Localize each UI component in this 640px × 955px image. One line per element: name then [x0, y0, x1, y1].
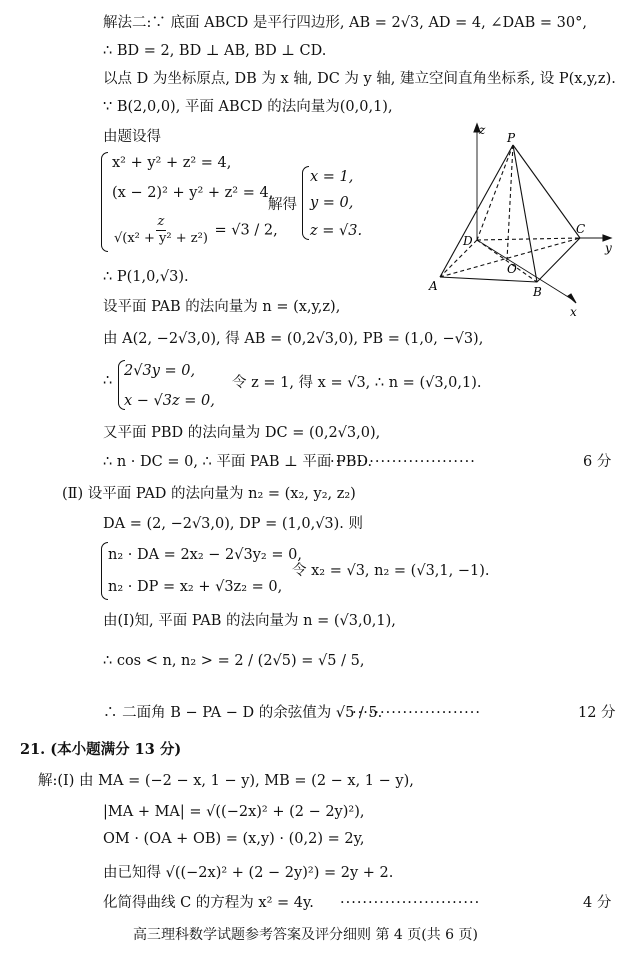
score-6: 6 分	[583, 454, 612, 470]
solution-x: x = 1,	[310, 169, 354, 185]
label-x: x	[570, 305, 577, 319]
dihedral-line: ∴ 二面角 B − PA − D 的余弦值为 √5 / 5.	[103, 705, 383, 721]
label-c: C	[576, 222, 586, 236]
eq3-rhs: = √3 / 2,	[214, 222, 278, 239]
cos-line: ∴ cos < n, n₂ > = 2 / (2√5) = √5 / 5,	[103, 653, 365, 669]
pyramid-figure	[425, 120, 620, 320]
label-p: P	[507, 131, 516, 145]
score-dots-6: ··························	[330, 454, 476, 470]
solution-y: y = 0,	[310, 195, 354, 211]
n2-system-brace	[101, 542, 108, 600]
equation-1: x² + y² + z² = 4,	[112, 155, 232, 171]
abs-line: |MA + MA| = √((−2x)² + (2 − 2y)²),	[103, 804, 365, 820]
score-dots-12: ·······················	[352, 705, 482, 721]
equation-3	[112, 214, 278, 247]
bd-line: ∴ BD = 2, BD ⊥ AB, BD ⊥ CD.	[103, 43, 327, 59]
ma-mb-line: 解:(Ⅰ) 由 MA = (−2 − x, 1 − y), MB = (2 − x, 1 − y),	[38, 773, 414, 789]
coord-line: 以点 D 为坐标原点, DB 为 x 轴, DC 为 y 轴, 建立空间直角坐标系, 设 P(x,y,z).	[103, 71, 616, 87]
eq3-numerator: z	[157, 214, 165, 229]
n-system-2: x − √3z = 0,	[124, 393, 215, 409]
n-system-tail: 令 z = 1, 得 x = √3, ∴ n = (√3,0,1).	[232, 375, 482, 391]
n2-da-equation: n₂ · DA = 2x₂ − 2√3y₂ = 0,	[108, 547, 302, 563]
therefore-sign: ∴	[103, 373, 113, 389]
score-12: 12 分	[578, 705, 616, 721]
eq3-fraction	[114, 214, 208, 247]
curve-line: 化简得曲线 C 的方程为 x² = 4y.	[103, 895, 314, 911]
score-4: 4 分	[583, 895, 612, 911]
da-dp-line: DA = (2, −2√3,0), DP = (1,0,√3). 则	[103, 516, 364, 532]
perp-line: ∴ n · DC = 0, ∴ 平面 PAB ⊥ 平面 PBD.	[103, 454, 373, 470]
question-21-title: 21. (本小题满分 13 分)	[20, 741, 182, 758]
om-line: OM · (OA + OB) = (x,y) · (0,2) = 2y,	[103, 831, 365, 847]
from-part1-line: 由(Ⅰ)知, 平面 PAB 的法向量为 n = (√3,0,1),	[103, 613, 396, 629]
given-label: 由题设得	[103, 129, 161, 145]
page-footer: 高三理科数学试题参考答案及评分细则 第 4 页(共 6 页)	[133, 927, 478, 943]
solve-label: 解得	[268, 197, 297, 213]
label-y: y	[605, 241, 612, 255]
label-b: B	[533, 285, 542, 299]
eq3-denominator: √(x² + y² + z²)	[114, 231, 208, 246]
system-brace	[101, 152, 108, 252]
n-system-1: 2√3y = 0,	[124, 363, 196, 379]
pbd-normal-line: 又平面 PBD 的法向量为 DC = (0,2√3,0),	[103, 425, 381, 441]
method2-intro: 解法二:∵ 底面 ABCD 是平行四边形, AB = 2√3, AD = 4, ∠DAB = 30°,	[103, 15, 587, 31]
label-d: D	[463, 234, 473, 248]
pab-normal-line: 设平面 PAB 的法向量为 n = (x,y,z),	[103, 299, 341, 315]
label-a: A	[429, 279, 438, 293]
n2-dp-equation: n₂ · DP = x₂ + √3z₂ = 0,	[108, 579, 283, 595]
part2-line: (Ⅱ) 设平面 PAD 的法向量为 n₂ = (x₂, y₂, z₂)	[62, 486, 356, 502]
solution-brace	[302, 166, 309, 240]
label-o: O	[507, 262, 517, 276]
known-line: 由已知得 √((−2x)² + (2 − 2y)²) = 2y + 2.	[103, 865, 394, 881]
label-z: z	[479, 123, 486, 137]
n2-system-tail: 令 x₂ = √3, n₂ = (√3,1, −1).	[292, 563, 490, 579]
solution-z: z = √3.	[310, 223, 363, 239]
b-line: ∵ B(2,0,0), 平面 ABCD 的法向量为(0,0,1),	[103, 99, 393, 115]
equation-2: (x − 2)² + y² + z² = 4,	[112, 185, 274, 201]
score-dots-4: ·························	[340, 895, 481, 911]
p-line: ∴ P(1,0,√3).	[103, 269, 189, 285]
ab-pb-line: 由 A(2, −2√3,0), 得 AB = (0,2√3,0), PB = (1,0, −√3),	[103, 331, 484, 347]
